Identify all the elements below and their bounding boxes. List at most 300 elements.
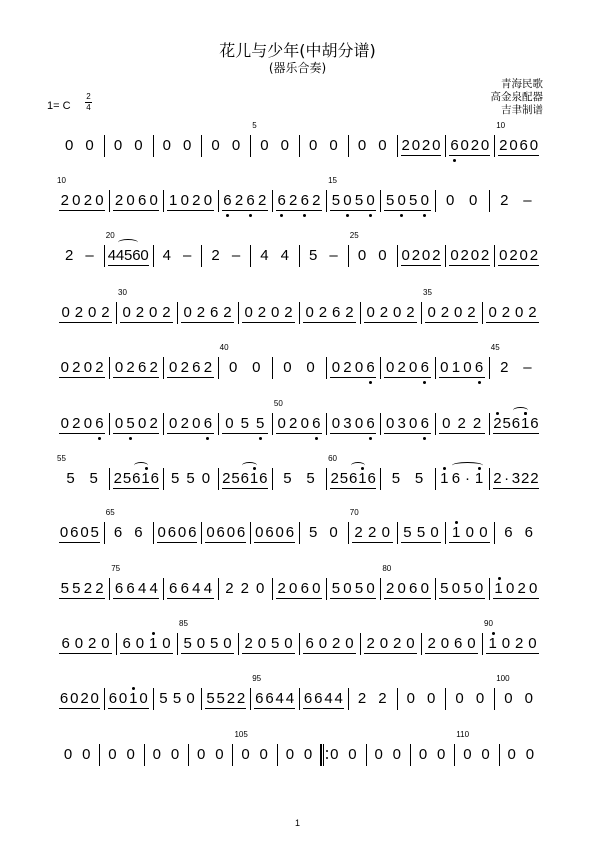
note: 5 [354,580,364,597]
bar-line [482,302,483,324]
note: 6 [61,635,70,652]
note: 6 [504,524,513,541]
note: 0 [507,746,516,763]
bar-line [499,744,500,766]
beam-underline [205,542,246,543]
note: 6 [265,690,274,707]
bar-line [489,190,490,212]
note: 5 [331,192,341,209]
note: 2 [277,580,286,597]
bar-line [326,468,327,490]
beam-underline [449,265,490,266]
time-signature-top: 2 [86,92,91,101]
note: 0 [499,247,508,264]
octave-dot-below [303,214,306,217]
note: 0 [420,580,429,597]
note: 3 [511,470,521,487]
note: 6 [511,415,521,432]
bar-line [348,245,349,267]
note: 5 [283,470,292,487]
beam-underline [108,708,149,709]
note: 1 [520,415,530,432]
bar-line [250,688,251,710]
note: – [85,247,94,264]
note: 2 [401,137,410,154]
bar-line [218,357,219,379]
note: 5 [440,580,449,597]
octave-dot-below [129,437,132,440]
note: – [231,247,241,264]
note: 0 [345,635,354,652]
note: 6 [169,580,178,597]
note: 0 [197,746,206,763]
note: 0 [114,415,124,432]
bar-line [435,357,436,379]
note: 0 [87,304,97,321]
note: 0 [524,690,533,707]
note: 2 [284,304,293,321]
note: 4 [192,580,201,597]
note: 0 [126,746,135,763]
note: 1 [129,690,138,707]
bar-line [435,190,436,212]
note: 5 [186,470,195,487]
bar-line [104,135,105,157]
note: 0 [169,359,178,376]
note: 1 [440,470,449,487]
note: 6 [95,415,104,432]
note: 2 [368,524,377,541]
score-row [55,288,543,335]
note: 1 [358,470,367,487]
beam-underline [167,598,213,599]
octave-dot-below [369,381,372,384]
bar-line [435,413,436,435]
note: 2 [517,580,526,597]
note: 6 [450,137,459,154]
note: 6 [451,470,461,487]
note: 2 [493,415,502,432]
credit-transcriber: 吉聿制谱 [501,104,543,116]
octave-dot-below [259,437,262,440]
note: 0 [206,524,215,541]
note: 2 [354,524,363,541]
bar-line [410,744,411,766]
note: 6 [265,524,274,541]
note: 5 [270,635,280,652]
bar-line [326,578,327,600]
bar-line [299,633,300,655]
bar-line [153,135,154,157]
slur [351,462,365,469]
bar-line [360,633,361,655]
note: 2 [192,192,201,209]
measure-number: 100 [496,674,510,683]
note: 6 [366,415,375,432]
note: 0 [211,137,220,154]
note: 5 [409,192,418,209]
note: 5 [309,524,318,541]
note: 2 [236,690,246,707]
octave-dot-below [423,381,426,384]
note: 6 [114,580,124,597]
note: 0 [215,746,224,763]
bar-line [380,413,381,435]
note: 0 [231,137,241,154]
note: 0 [385,359,395,376]
note: 2 [493,470,502,487]
note: 6 [240,470,249,487]
bar-line [109,413,110,435]
note: 0 [445,192,455,209]
bar-line [326,190,327,212]
bar-line [109,190,110,212]
note: 2 [529,247,539,264]
note: 0 [83,415,93,432]
note: 6 [203,415,213,432]
bar-line [397,245,398,267]
beam-underline [330,598,376,599]
note: 0 [343,192,352,209]
measure-number: 80 [382,564,392,573]
note: 0 [479,524,488,541]
bar-line [153,688,154,710]
note: 6 [300,192,309,209]
beam-underline [59,653,112,654]
beam-underline [59,377,105,378]
octave-dot-below [226,214,229,217]
note: 0 [83,359,93,376]
beam-underline [498,155,539,156]
octave-dot-below [346,214,349,217]
note: 2 [80,690,89,707]
note: 1 [169,192,178,209]
bar-line [299,688,300,710]
note: 5 [331,580,341,597]
note: 6 [167,524,177,541]
beam-underline [330,433,376,434]
note: 0 [529,580,538,597]
note: 1 [474,470,484,487]
score-row [55,121,543,168]
beam-underline [352,542,393,543]
note: 0 [427,690,436,707]
octave-dot-above [496,412,499,415]
measure-number: 65 [105,508,115,517]
note: 2 [427,635,436,652]
note: 6 [303,690,313,707]
octave-dot-below [280,214,283,217]
note: 6 [137,359,147,376]
note: 0 [488,304,497,321]
beam-underline [59,542,100,543]
note: 0 [60,415,69,432]
bar-line [272,468,273,490]
bar-line [445,245,446,267]
note: 2 [343,359,352,376]
bar-line [163,357,164,379]
note: 2 [500,359,509,376]
measure-number: 85 [179,619,188,628]
note: 0 [196,635,206,652]
note: 0 [357,247,367,264]
beam-underline [113,598,159,599]
note: 5 [256,415,265,432]
note: – [523,192,532,209]
note: 0 [505,580,515,597]
bar-line [109,357,110,379]
beam-underline [364,653,417,654]
bar-line [163,413,164,435]
octave-dot-below [453,159,456,162]
note: 0 [259,746,268,763]
page-subtitle: (器乐合奏) [268,61,327,75]
note: 0 [260,137,269,154]
bar-line [445,688,446,710]
note: 5 [206,690,215,707]
note: 2 [72,359,81,376]
beam-underline [493,488,539,489]
bar-line [104,245,105,267]
note: 0 [61,304,70,321]
note: 2 [114,192,124,209]
beam-underline [167,210,213,211]
note: 5 [124,247,133,264]
note: 0 [460,137,469,154]
bar-line [201,135,202,157]
note: 2 [95,359,104,376]
beam-underline [486,653,539,654]
octave-dot-below [400,214,403,217]
bar-line [116,633,117,655]
beam-underline [401,265,442,266]
note: 0 [525,746,535,763]
note: 0 [392,304,402,321]
beam-underline [330,210,376,211]
note: 0 [432,137,441,154]
beam-underline [303,322,356,323]
note: 2 [318,304,328,321]
note: 0 [411,137,421,154]
note: 6 [246,192,255,209]
beam-underline [449,542,490,543]
note: 0 [406,635,415,652]
beam-underline [498,265,539,266]
note: 0 [192,415,201,432]
bar-line [494,245,495,267]
note: 5 [209,635,219,652]
beam-underline [113,210,159,211]
note: 0 [152,746,161,763]
bar-line [104,688,105,710]
credit-origin: 青海民歌 [501,78,543,90]
note: 0 [113,137,123,154]
note: 2 [379,304,389,321]
note: 2 [135,304,145,321]
bar-line [435,468,436,490]
note: 0 [300,415,309,432]
note: 0 [475,690,485,707]
time-signature-bottom: 4 [86,103,91,112]
bar-line [201,245,202,267]
measure-number: 90 [484,619,493,628]
note: 5 [183,635,192,652]
measure-number: 35 [423,288,432,297]
note: 6 [530,415,539,432]
beam-underline [59,210,105,211]
bar-line [153,522,154,544]
note: 1 [141,470,150,487]
slur [118,239,138,246]
note: 0 [357,137,367,154]
note: 0 [255,524,264,541]
note: 2 [289,192,298,209]
note: 0 [80,524,89,541]
note: 5 [231,470,240,487]
note: 0 [122,304,131,321]
note: 6 [366,359,375,376]
beam-underline [401,542,442,543]
beam-underline [364,322,417,323]
octave-dot-below [206,437,209,440]
note: · [504,470,510,487]
note: 4 [203,580,213,597]
octave-dot-below [369,214,372,217]
bar-line [445,135,446,157]
beam-underline [276,210,322,211]
score-row [55,231,543,278]
note: 0 [225,415,234,432]
bar-line [153,245,154,267]
bar-line [163,578,164,600]
note: 0 [470,247,480,264]
note: 3 [397,415,406,432]
bar-line [380,578,381,600]
note: 0 [183,304,192,321]
note: – [183,247,192,264]
beam-underline [222,433,268,434]
note: 0 [504,690,513,707]
note: 2 [211,247,220,264]
beam-underline [120,653,173,654]
note: 0 [519,247,528,264]
note: 0 [82,746,91,763]
bar-line [272,357,273,379]
note: 0 [440,359,449,376]
note: 2 [467,304,476,321]
bar-line [250,135,251,157]
score-row [55,399,543,446]
bar-line [188,744,189,766]
note: 6 [126,580,135,597]
bar-line [218,413,219,435]
note: 0 [514,304,524,321]
note: 4 [107,247,117,264]
measure-number: 40 [219,343,229,352]
bar-line [277,744,278,766]
note: 0 [148,304,158,321]
note: 0 [378,137,387,154]
note: 5 [306,470,315,487]
note: 0 [469,192,478,209]
score-row [55,508,543,555]
bar-line [299,245,300,267]
note: 2 [501,304,511,321]
note: 0 [374,746,383,763]
note: 6 [259,470,268,487]
bar-line [380,190,381,212]
note: 0 [72,192,81,209]
beam-underline [167,433,213,434]
beam-underline [59,708,100,709]
bar-line [201,688,202,710]
note: 6 [305,635,314,652]
bar-line [489,578,490,600]
note: 0 [285,746,295,763]
note: 5 [240,415,249,432]
beam-underline [493,433,539,434]
bar-line [489,357,490,379]
note: 0 [283,359,292,376]
beam-underline [59,433,105,434]
note: 0 [409,359,418,376]
note: 4 [285,690,295,707]
note: 0 [463,359,472,376]
note: 2 [83,580,93,597]
note: 0 [331,359,341,376]
measure-number: 25 [349,231,359,240]
note: 2 [83,192,93,209]
note: 0 [135,635,145,652]
note: 6 [192,359,201,376]
bar-line [250,245,251,267]
measure-number: 60 [328,454,338,463]
note: 5 [72,580,81,597]
note: 2 [330,470,339,487]
note: 0 [284,635,293,652]
note: 0 [312,580,321,597]
note: 2 [95,580,104,597]
note: 2 [72,415,81,432]
measure-number: 95 [252,674,262,683]
note: 5 [385,192,395,209]
measure-number: 75 [111,564,121,573]
beam-underline [449,155,490,156]
beam-underline [330,377,376,378]
note: 6 [255,690,264,707]
note: 4 [260,247,269,264]
note: 0 [366,580,375,597]
note: 6 [285,524,295,541]
beam-underline [113,433,159,434]
beam-underline [222,488,268,489]
beam-underline [384,598,430,599]
note: 0 [392,746,401,763]
note: 0 [60,359,69,376]
beam-underline [254,542,295,543]
beam-underline [242,653,295,654]
note: 0 [354,359,364,376]
bar-line [99,744,100,766]
note: 5 [89,470,98,487]
note: 2 [203,359,213,376]
slur [452,462,483,469]
octave-dot-above [492,632,495,635]
beam-underline [120,322,173,323]
note: 0 [501,635,511,652]
note: 0 [440,635,450,652]
note: 2 [74,304,84,321]
